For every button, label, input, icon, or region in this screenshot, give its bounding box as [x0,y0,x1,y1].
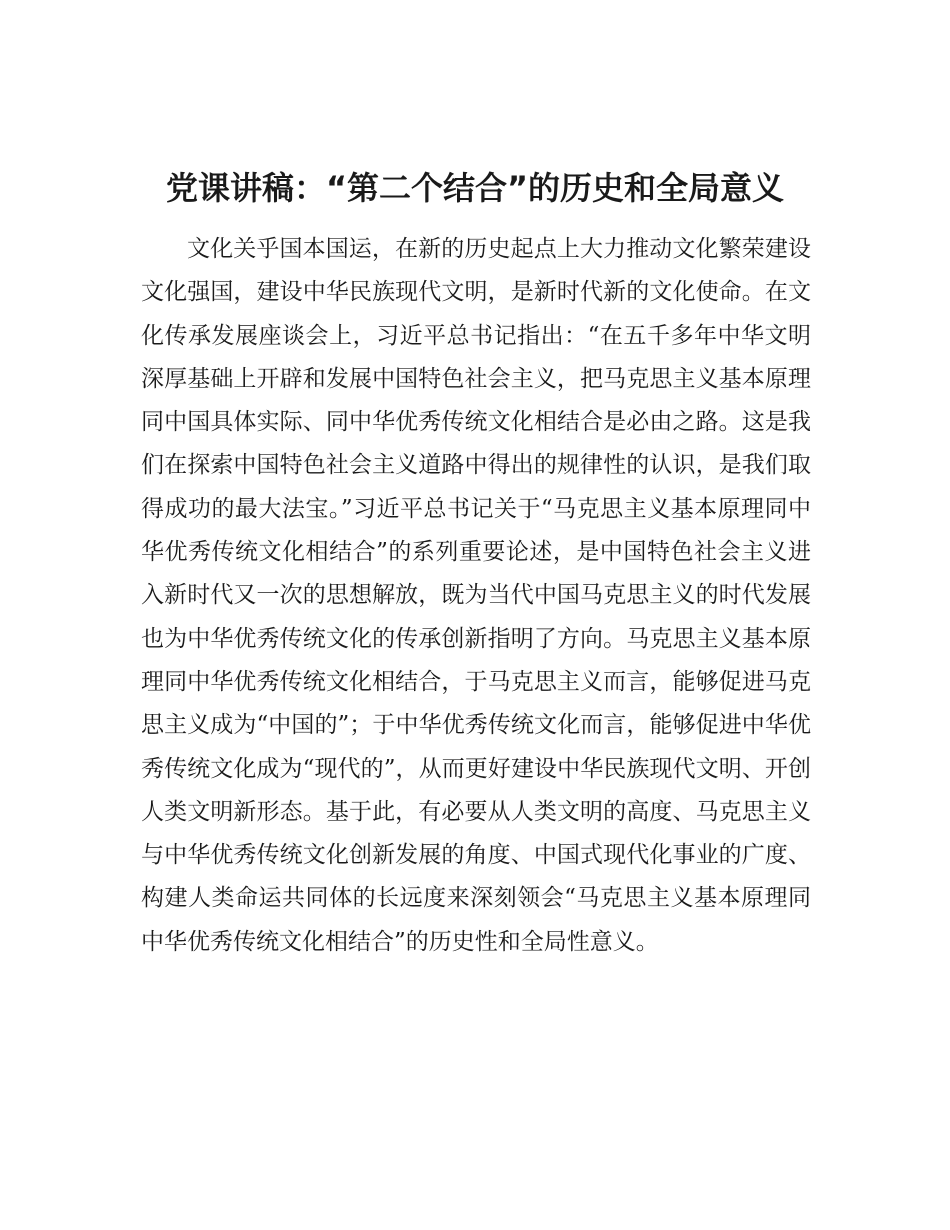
body-paragraph: 文化关乎国本国运，在新的历史起点上大力推动文化繁荣建设文化强国，建设中华民族现代文明，是新时代新的文化使命。在文化传承发展座谈会上，习近平总书记指出：“在五千多年中华文明深厚基础上开辟和发展中国特色社会主义，把马克思主义基本原理同中国具体实际、同中华优秀传统文化相结合是必由之路。这是我们在探索中国特色社会主义道路中得出的规律性的认识，是我们取得成功的最大法宝。”习近平总书记关于“马克思主义基本原理同中华优秀传统文化相结合”的系列重要论述，是中国特色社会主义进入新时代又一次的思想解放，既为当代中国马克思主义的时代发展也为中华优秀传统文化的传承创新指明了方向。马克思主义基本原理同中华优秀传统文化相结合，于马克思主义而言，能够促进马克思主义成为“中国的”；于中华优秀传统文化而言，能够促进中华优秀传统文化成为“现代的”，从而更好建设中华民族现代文明、开创人类文明新形态。基于此，有必要从人类文明的高度、马克思主义与中华优秀传统文化创新发展的角度、中国式现代化事业的广度、构建人类命运共同体的长远度来深刻领会“马克思主义基本原理同中华优秀传统文化相结合”的历史性和全局性意义。 [141,236,811,955]
document-title: 党课讲稿：“第二个结合”的历史和全局意义 [165,169,785,207]
